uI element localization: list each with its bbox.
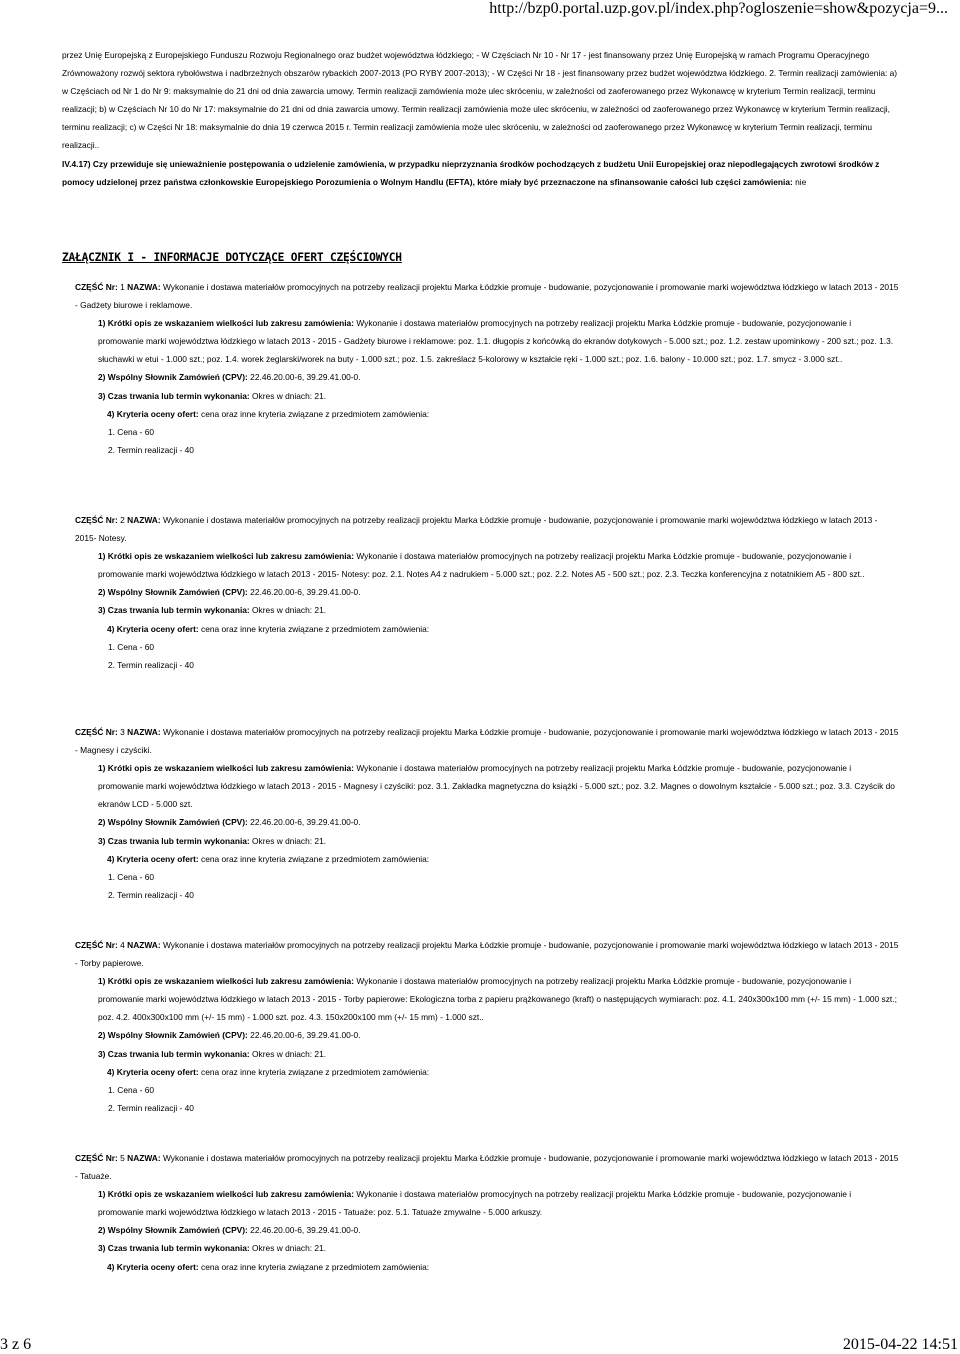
duration-label: 3) Czas trwania lub termin wykonania: <box>98 1048 250 1059</box>
part-name-label: NAZWA: <box>127 515 161 525</box>
criteria-value: cena oraz inne kryteria związane z przedmiotem zamówienia: <box>201 623 430 634</box>
part-prefix-label: CZĘŚĆ Nr: <box>75 515 118 525</box>
criteria-item: 2. Termin realizacji - 40 <box>108 659 194 670</box>
page-url-header: http://bzp0.portal.uzp.gov.pl/index.php?ogloszenie=show&pozycja=9... <box>489 0 948 17</box>
part-number: 4 <box>120 940 125 950</box>
part-prefix-label: CZĘŚĆ Nr: <box>75 940 118 950</box>
part-section-1 <box>75 278 899 459</box>
short-desc-label: 1) Krótki opis ze wskazaniem wielkości lub zakresu zamówienia: <box>98 763 354 774</box>
question-answer: nie <box>795 176 807 187</box>
cpv-label: 2) Wspólny Słownik Zamówień (CPV): <box>98 1225 248 1236</box>
duration-label: 3) Czas trwania lub termin wykonania: <box>98 605 250 616</box>
criteria-label: 4) Kryteria oceny ofert: <box>107 1066 199 1077</box>
part-name: Wykonanie i dostawa materiałów promocyjnych na potrzeby realizacji projektu Marka Łódzkie promuje - budowanie, pozycjonowanie i promowanie marki województwa łódzkiego w latach 2013 - 2015 - Gadżety biurowe i reklamowe. <box>75 282 899 311</box>
part-name: Wykonanie i dostawa materiałów promocyjnych na potrzeby realizacji projektu Marka Łódzkie promuje - budowanie, pozycjonowanie i promowanie marki województwa łódzkiego w latach 2013 - 2015- Notesy. <box>75 515 878 544</box>
cpv-label: 2) Wspólny Słownik Zamówień (CPV): <box>98 1030 248 1041</box>
part-section-2 <box>75 511 899 674</box>
duration-value: Okres w dniach: 21. <box>252 390 327 401</box>
cpv-value: 22.46.20.00-6, 39.29.41.00-0. <box>250 817 361 828</box>
criteria-label: 4) Kryteria oceny ofert: <box>107 853 199 864</box>
page-number: 3 z 6 <box>0 1336 32 1353</box>
cpv-value: 22.46.20.00-6, 39.29.41.00-0. <box>250 372 361 383</box>
criteria-label: 4) Kryteria oceny ofert: <box>107 408 199 419</box>
criteria-value: cena oraz inne kryteria związane z przedmiotem zamówienia: <box>201 408 430 419</box>
criteria-item: 1. Cena - 60 <box>108 1084 155 1095</box>
short-desc-label: 1) Krótki opis ze wskazaniem wielkości lub zakresu zamówienia: <box>98 318 354 329</box>
short-desc-label: 1) Krótki opis ze wskazaniem wielkości lub zakresu zamówienia: <box>98 551 354 562</box>
criteria-item: 1. Cena - 60 <box>108 641 155 652</box>
duration-label: 3) Czas trwania lub termin wykonania: <box>98 1243 250 1254</box>
part-name: Wykonanie i dostawa materiałów promocyjnych na potrzeby realizacji projektu Marka Łódzkie promuje - budowanie, pozycjonowanie i promowanie marki województwa łódzkiego w latach 2013 - 2015 - Torby papierowe. <box>75 940 899 969</box>
cpv-label: 2) Wspólny Słownik Zamówień (CPV): <box>98 817 248 828</box>
criteria-item: 1. Cena - 60 <box>108 871 155 882</box>
cpv-label: 2) Wspólny Słownik Zamówień (CPV): <box>98 587 248 598</box>
criteria-value: cena oraz inne kryteria związane z przedmiotem zamówienia: <box>201 1261 430 1272</box>
part-number: 1 <box>120 282 125 292</box>
intro-section <box>62 46 898 191</box>
part-prefix-label: CZĘŚĆ Nr: <box>75 1153 118 1163</box>
criteria-item: 2. Termin realizacji - 40 <box>108 889 194 900</box>
part-section-3 <box>75 723 899 904</box>
criteria-item: 2. Termin realizacji - 40 <box>108 1102 194 1113</box>
cpv-label: 2) Wspólny Słownik Zamówień (CPV): <box>98 372 248 383</box>
part-description: Wykonanie i dostawa materiałów promocyjnych na potrzeby realizacji projektu Marka Łódzkie promuje - budowanie, pozycjonowanie i promowanie marki województwa łódzkiego w latach 2013 - 2015 - Gadżety biurowe i reklamowe: poz. 1.1. długopis z końcówką do ekranów dotykowych - 5.000 szt.; poz. 1.2. zestaw upominkowy - 200 szt.; poz. 1.3. słuchawki w etui - 1.000 szt.; poz. 1.4. worek żeglarski/worek na buty - 1.000 szt.; poz. 1.5. zakreślacz 5-kolorowy w kształcie ręki - 1.000 szt.; poz. 1.6. balony - 10.000 szt.; poz. 1.7. smycz - 3.000 szt.. <box>98 318 894 365</box>
part-number: 5 <box>120 1153 125 1163</box>
duration-value: Okres w dniach: 21. <box>252 1048 327 1059</box>
cpv-value: 22.46.20.00-6, 39.29.41.00-0. <box>250 587 361 598</box>
part-description: Wykonanie i dostawa materiałów promocyjnych na potrzeby realizacji projektu Marka Łódzkie promuje - budowanie, pozycjonowanie i promowanie marki województwa łódzkiego w latach 2013 - 2015 - Tatuaże: poz. 5.1. Tatuaże zmywalne - 5.000 arkuszy. <box>98 1189 852 1218</box>
part-description: Wykonanie i dostawa materiałów promocyjnych na potrzeby realizacji projektu Marka Łódzkie promuje - budowanie, pozycjonowanie i promowanie marki województwa łódzkiego w latach 2013 - 2015- Notesy: poz. 2.1. Notes A4 z nadrukiem - 5.000 szt.; poz. 2.2. Notes A5 - 500 szt.; poz. 2.3. Teczka konferencyjna z notatnikiem A5 - 800 szt.. <box>98 551 865 580</box>
part-prefix-label: CZĘŚĆ Nr: <box>75 282 118 292</box>
cpv-value: 22.46.20.00-6, 39.29.41.00-0. <box>250 1030 361 1041</box>
part-description: Wykonanie i dostawa materiałów promocyjnych na potrzeby realizacji projektu Marka Łódzkie promuje - budowanie, pozycjonowanie i promowanie marki województwa łódzkiego w latach 2013 - 2015 - Torby papierowe: Ekologiczna torba z papieru prążkowanego (kraft) o następujących wymiarach: poz. 4.1. 240x300x100 mm (+/- 15 mm) - 1.000 szt.; poz. 4.2. 400x300x100 mm (+/- 15 mm) - 1.000 szt. poz. 4.3. 150x200x100 mm (+/- 15 mm) - 1.000 szt.. <box>98 976 897 1023</box>
part-name-label: NAZWA: <box>127 1153 161 1163</box>
part-name: Wykonanie i dostawa materiałów promocyjnych na potrzeby realizacji projektu Marka Łódzkie promuje - budowanie, pozycjonowanie i promowanie marki województwa łódzkiego w latach 2013 - 2015 - Tatuaże. <box>75 1153 899 1182</box>
part-name: Wykonanie i dostawa materiałów promocyjnych na potrzeby realizacji projektu Marka Łódzkie promuje - budowanie, pozycjonowanie i promowanie marki województwa łódzkiego w latach 2013 - 2015 - Magnesy i czyściki. <box>75 727 899 756</box>
criteria-value: cena oraz inne kryteria związane z przedmiotem zamówienia: <box>201 1066 430 1077</box>
criteria-label: 4) Kryteria oceny ofert: <box>107 623 199 634</box>
cpv-value: 22.46.20.00-6, 39.29.41.00-0. <box>250 1225 361 1236</box>
intro-text: przez Unię Europejską z Europejskiego Funduszu Rozwoju Regionalnego oraz budżet województwa łódzkiego; - W Częściach Nr 10 - Nr 17 - jest finansowany przez Unię Europejską w ramach Programu Operacyjnego Zrównoważony rozwój sektora rybołówstwa i nadbrzeżnych obszarów rybackich 2007-2013 (PO RYBY 2007-2013); - W Części Nr 18 - jest finansowany przez budżet województwa łódzkiego. 2. Termin realizacji zamówienia: a) w Częściach od Nr 1 do Nr 9: maksymalnie do 21 dni od dnia zawarcia umowy. Termin realizacji zamówienia może ulec skróceniu, w zależności od zaoferowanego przez Wykonawcę w kryterium Termin realizacji, terminu realizacji; b) w Częściach Nr 10 do Nr 17: maksymalnie do 21 dni od dnia zawarcia umowy. Termin realizacji zamówienia może ulec skróceniu, w zależności od zaoferowanego przez Wykonawcę w kryterium Termin realizacji, terminu realizacji; c) w Części Nr 18: maksymalnie do dnia 19 czerwca 2015 r. Termin realizacji zamówienia może ulec skróceniu, w zależności od zaoferowanego przez Wykonawcę w kryterium Termin realizacji, terminu realizacji.. <box>62 50 898 151</box>
annex-title: ZAŁĄCZNIK I - INFORMACJE DOTYCZĄCE OFERT CZĘŚCIOWYCH <box>62 251 402 264</box>
duration-value: Okres w dniach: 21. <box>252 835 327 846</box>
criteria-value: cena oraz inne kryteria związane z przedmiotem zamówienia: <box>201 853 430 864</box>
part-prefix-label: CZĘŚĆ Nr: <box>75 727 118 737</box>
question-text: IV.4.17) Czy przewiduje się unieważnienie postępowania o udzielenie zamówienia, w przypadku nieprzyznania środków pochodzących z budżetu Unii Europejskiej oraz niepodlegających zwrotowi środków z pomocy udzielonej przez państwa członkowskie Europejskiego Porozumienia o Wolnym Handlu (EFTA), które miały być przeznaczone na sfinansowanie całości lub części zamówienia: <box>62 158 880 187</box>
short-desc-label: 1) Krótki opis ze wskazaniem wielkości lub zakresu zamówienia: <box>98 1189 354 1200</box>
duration-value: Okres w dniach: 21. <box>252 605 327 616</box>
part-section-5 <box>75 1149 899 1276</box>
duration-label: 3) Czas trwania lub termin wykonania: <box>98 390 250 401</box>
print-datetime: 2015-04-22 14:51 <box>842 1336 958 1353</box>
criteria-item: 2. Termin realizacji - 40 <box>108 444 194 455</box>
duration-value: Okres w dniach: 21. <box>252 1243 327 1254</box>
part-number: 3 <box>120 727 125 737</box>
part-number: 2 <box>120 515 125 525</box>
part-name-label: NAZWA: <box>127 727 161 737</box>
part-name-label: NAZWA: <box>127 282 161 292</box>
part-name-label: NAZWA: <box>127 940 161 950</box>
part-description: Wykonanie i dostawa materiałów promocyjnych na potrzeby realizacji projektu Marka Łódzkie promuje - budowanie, pozycjonowanie i promowanie marki województwa łódzkiego w latach 2013 - 2015 - Magnesy i czyściki: poz. 3.1. Zakładka magnetyczna do książki - 5.000 szt.; poz. 3.2. Magnes o dowolnym kształcie - 5.000 szt.; poz. 3.3. Czyścik do ekranów LCD - 5.000 szt. <box>98 763 895 810</box>
criteria-label: 4) Kryteria oceny ofert: <box>107 1261 199 1272</box>
duration-label: 3) Czas trwania lub termin wykonania: <box>98 835 250 846</box>
criteria-item: 1. Cena - 60 <box>108 426 155 437</box>
short-desc-label: 1) Krótki opis ze wskazaniem wielkości lub zakresu zamówienia: <box>98 976 354 987</box>
part-section-4 <box>75 936 899 1117</box>
